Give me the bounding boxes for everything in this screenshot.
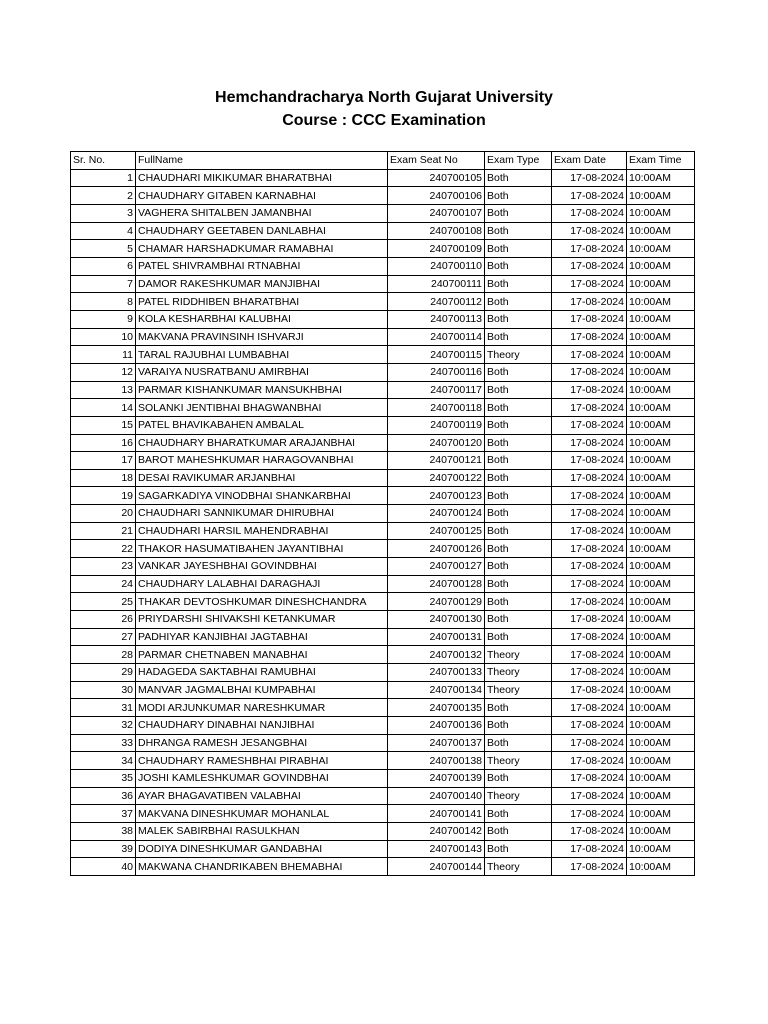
fullname-cell: PATEL RIDDHIBEN BHARATBHAI	[136, 293, 388, 311]
exam-date-cell: 17-08-2024	[552, 346, 627, 364]
sr-no-cell: 18	[71, 469, 136, 487]
column-header-fullname: FullName	[136, 152, 388, 170]
table-row	[71, 204, 695, 222]
exam-type-cell: Both	[485, 469, 552, 487]
exam-time-cell: 10:00AM	[627, 611, 695, 629]
sr-no-cell: 36	[71, 787, 136, 805]
exam-type-cell: Both	[485, 540, 552, 558]
exam-seat-no-cell: 240700139	[388, 769, 485, 787]
fullname-cell: CHAUDHARY GEETABEN DANLABHAI	[136, 222, 388, 240]
sr-no-cell: 12	[71, 363, 136, 381]
sr-no-cell: 19	[71, 487, 136, 505]
exam-time-cell: 10:00AM	[627, 416, 695, 434]
exam-type-cell: Theory	[485, 787, 552, 805]
exam-type-cell: Theory	[485, 346, 552, 364]
exam-type-cell: Both	[485, 434, 552, 452]
exam-date-cell: 17-08-2024	[552, 699, 627, 717]
exam-seat-no-cell: 240700135	[388, 699, 485, 717]
sr-no-cell: 11	[71, 346, 136, 364]
exam-type-cell: Theory	[485, 752, 552, 770]
exam-date-cell: 17-08-2024	[552, 416, 627, 434]
exam-time-cell: 10:00AM	[627, 257, 695, 275]
exam-date-cell: 17-08-2024	[552, 310, 627, 328]
exam-seat-no-cell: 240700120	[388, 434, 485, 452]
table-row	[71, 399, 695, 417]
exam-date-cell: 17-08-2024	[552, 487, 627, 505]
exam-type-cell: Both	[485, 822, 552, 840]
sr-no-cell: 31	[71, 699, 136, 717]
exam-date-cell: 17-08-2024	[552, 681, 627, 699]
sr-no-cell: 27	[71, 628, 136, 646]
exam-time-cell: 10:00AM	[627, 787, 695, 805]
fullname-cell: CHAUDHARY BHARATKUMAR ARAJANBHAI	[136, 434, 388, 452]
exam-date-cell: 17-08-2024	[552, 169, 627, 187]
exam-seat-no-cell: 240700118	[388, 399, 485, 417]
exam-time-cell: 10:00AM	[627, 522, 695, 540]
fullname-cell: CHAUDHARY RAMESHBHAI PIRABHAI	[136, 752, 388, 770]
exam-time-cell: 10:00AM	[627, 275, 695, 293]
table-row	[71, 275, 695, 293]
table-row	[71, 363, 695, 381]
exam-date-cell: 17-08-2024	[552, 558, 627, 576]
exam-date-cell: 17-08-2024	[552, 275, 627, 293]
exam-date-cell: 17-08-2024	[552, 222, 627, 240]
sr-no-cell: 6	[71, 257, 136, 275]
table-body	[71, 169, 695, 875]
exam-time-cell: 10:00AM	[627, 769, 695, 787]
exam-time-cell: 10:00AM	[627, 434, 695, 452]
table-row	[71, 505, 695, 523]
fullname-cell: MODI ARJUNKUMAR NARESHKUMAR	[136, 699, 388, 717]
fullname-cell: DHRANGA RAMESH JESANGBHAI	[136, 734, 388, 752]
exam-seat-no-cell: 240700125	[388, 522, 485, 540]
sr-no-cell: 38	[71, 822, 136, 840]
sr-no-cell: 21	[71, 522, 136, 540]
exam-seat-no-cell: 240700106	[388, 187, 485, 205]
table-row	[71, 646, 695, 664]
exam-type-cell: Both	[485, 310, 552, 328]
exam-type-cell: Both	[485, 628, 552, 646]
exam-date-cell: 17-08-2024	[552, 858, 627, 876]
sr-no-cell: 24	[71, 575, 136, 593]
fullname-cell: KOLA KESHARBHAI KALUBHAI	[136, 310, 388, 328]
exam-type-cell: Both	[485, 558, 552, 576]
exam-seat-no-cell: 240700134	[388, 681, 485, 699]
sr-no-cell: 23	[71, 558, 136, 576]
sr-no-cell: 26	[71, 611, 136, 629]
table-row	[71, 257, 695, 275]
fullname-cell: DESAI RAVIKUMAR ARJANBHAI	[136, 469, 388, 487]
table-row	[71, 681, 695, 699]
column-header-exam-seat-no: Exam Seat No	[388, 152, 485, 170]
exam-seat-no-cell: 240700127	[388, 558, 485, 576]
exam-type-cell: Both	[485, 416, 552, 434]
sr-no-cell: 25	[71, 593, 136, 611]
exam-type-cell: Both	[485, 187, 552, 205]
fullname-cell: CHAUDHARY LALABHAI DARAGHAJI	[136, 575, 388, 593]
sr-no-cell: 13	[71, 381, 136, 399]
sr-no-cell: 4	[71, 222, 136, 240]
exam-seat-no-cell: 240700144	[388, 858, 485, 876]
fullname-cell: CHAUDHARY GITABEN KARNABHAI	[136, 187, 388, 205]
exam-time-cell: 10:00AM	[627, 681, 695, 699]
exam-time-cell: 10:00AM	[627, 487, 695, 505]
table-row	[71, 611, 695, 629]
exam-date-cell: 17-08-2024	[552, 505, 627, 523]
exam-type-cell: Theory	[485, 858, 552, 876]
exam-seat-no-cell: 240700143	[388, 840, 485, 858]
table-row	[71, 293, 695, 311]
fullname-cell: MALEK SABIRBHAI RASULKHAN	[136, 822, 388, 840]
column-header-exam-date: Exam Date	[552, 152, 627, 170]
exam-seat-no-cell: 240700129	[388, 593, 485, 611]
sr-no-cell: 3	[71, 204, 136, 222]
exam-seat-no-cell: 240700117	[388, 381, 485, 399]
exam-seat-no-cell: 240700138	[388, 752, 485, 770]
table-row	[71, 717, 695, 735]
exam-date-cell: 17-08-2024	[552, 611, 627, 629]
table-row	[71, 328, 695, 346]
exam-date-cell: 17-08-2024	[552, 452, 627, 470]
sr-no-cell: 8	[71, 293, 136, 311]
fullname-cell: MAKVANA DINESHKUMAR MOHANLAL	[136, 805, 388, 823]
exam-schedule-table	[70, 151, 695, 876]
table-row	[71, 805, 695, 823]
exam-time-cell: 10:00AM	[627, 717, 695, 735]
exam-date-cell: 17-08-2024	[552, 434, 627, 452]
fullname-cell: CHAUDHARI MIKIKUMAR BHARATBHAI	[136, 169, 388, 187]
fullname-cell: VAGHERA SHITALBEN JAMANBHAI	[136, 204, 388, 222]
table-row	[71, 381, 695, 399]
exam-seat-no-cell: 240700116	[388, 363, 485, 381]
exam-time-cell: 10:00AM	[627, 310, 695, 328]
sr-no-cell: 1	[71, 169, 136, 187]
table-row	[71, 346, 695, 364]
exam-time-cell: 10:00AM	[627, 399, 695, 417]
exam-seat-no-cell: 240700121	[388, 452, 485, 470]
exam-seat-no-cell: 240700137	[388, 734, 485, 752]
exam-seat-no-cell: 240700123	[388, 487, 485, 505]
sr-no-cell: 37	[71, 805, 136, 823]
table-row	[71, 628, 695, 646]
table-row	[71, 752, 695, 770]
sr-no-cell: 20	[71, 505, 136, 523]
fullname-cell: BAROT MAHESHKUMAR HARAGOVANBHAI	[136, 452, 388, 470]
sr-no-cell: 39	[71, 840, 136, 858]
sr-no-cell: 16	[71, 434, 136, 452]
fullname-cell: PARMAR KISHANKUMAR MANSUKHBHAI	[136, 381, 388, 399]
exam-type-cell: Both	[485, 222, 552, 240]
table-row	[71, 169, 695, 187]
exam-date-cell: 17-08-2024	[552, 717, 627, 735]
table-row	[71, 452, 695, 470]
exam-type-cell: Both	[485, 840, 552, 858]
exam-type-cell: Both	[485, 717, 552, 735]
exam-time-cell: 10:00AM	[627, 558, 695, 576]
table-row	[71, 434, 695, 452]
exam-seat-no-cell: 240700140	[388, 787, 485, 805]
exam-time-cell: 10:00AM	[627, 575, 695, 593]
fullname-cell: VARAIYA NUSRATBANU AMIRBHAI	[136, 363, 388, 381]
exam-time-cell: 10:00AM	[627, 187, 695, 205]
table-row	[71, 787, 695, 805]
table-row	[71, 487, 695, 505]
table-row	[71, 522, 695, 540]
exam-type-cell: Both	[485, 734, 552, 752]
exam-seat-no-cell: 240700133	[388, 664, 485, 682]
table-header-row	[71, 152, 695, 170]
exam-date-cell: 17-08-2024	[552, 187, 627, 205]
exam-type-cell: Both	[485, 293, 552, 311]
exam-type-cell: Both	[485, 611, 552, 629]
exam-seat-no-cell: 240700128	[388, 575, 485, 593]
page-title: Hemchandracharya North Gujarat University	[215, 89, 553, 106]
exam-date-cell: 17-08-2024	[552, 257, 627, 275]
exam-date-cell: 17-08-2024	[552, 664, 627, 682]
exam-seat-no-cell: 240700119	[388, 416, 485, 434]
exam-type-cell: Both	[485, 257, 552, 275]
exam-type-cell: Both	[485, 522, 552, 540]
exam-type-cell: Theory	[485, 664, 552, 682]
table-row	[71, 664, 695, 682]
sr-no-cell: 5	[71, 240, 136, 258]
exam-time-cell: 10:00AM	[627, 699, 695, 717]
exam-type-cell: Both	[485, 805, 552, 823]
exam-date-cell: 17-08-2024	[552, 240, 627, 258]
table-row	[71, 240, 695, 258]
sr-no-cell: 22	[71, 540, 136, 558]
exam-date-cell: 17-08-2024	[552, 628, 627, 646]
exam-type-cell: Both	[485, 275, 552, 293]
exam-date-cell: 17-08-2024	[552, 469, 627, 487]
table-row	[71, 840, 695, 858]
exam-time-cell: 10:00AM	[627, 840, 695, 858]
exam-type-cell: Both	[485, 593, 552, 611]
exam-type-cell: Both	[485, 769, 552, 787]
exam-seat-no-cell: 240700142	[388, 822, 485, 840]
exam-date-cell: 17-08-2024	[552, 204, 627, 222]
sr-no-cell: 9	[71, 310, 136, 328]
exam-seat-no-cell: 240700105	[388, 169, 485, 187]
exam-type-cell: Both	[485, 328, 552, 346]
sr-no-cell: 28	[71, 646, 136, 664]
exam-time-cell: 10:00AM	[627, 204, 695, 222]
exam-date-cell: 17-08-2024	[552, 734, 627, 752]
exam-type-cell: Both	[485, 399, 552, 417]
sr-no-cell: 17	[71, 452, 136, 470]
exam-time-cell: 10:00AM	[627, 734, 695, 752]
exam-seat-no-cell: 240700115	[388, 346, 485, 364]
exam-time-cell: 10:00AM	[627, 822, 695, 840]
exam-seat-no-cell: 240700114	[388, 328, 485, 346]
fullname-cell: THAKAR DEVTOSHKUMAR DINESHCHANDRA	[136, 593, 388, 611]
exam-time-cell: 10:00AM	[627, 664, 695, 682]
exam-time-cell: 10:00AM	[627, 293, 695, 311]
fullname-cell: MANVAR JAGMALBHAI KUMPABHAI	[136, 681, 388, 699]
exam-time-cell: 10:00AM	[627, 346, 695, 364]
table-row	[71, 310, 695, 328]
fullname-cell: DAMOR RAKESHKUMAR MANJIBHAI	[136, 275, 388, 293]
exam-date-cell: 17-08-2024	[552, 646, 627, 664]
table-row	[71, 222, 695, 240]
fullname-cell: TARAL RAJUBHAI LUMBABHAI	[136, 346, 388, 364]
exam-type-cell: Both	[485, 240, 552, 258]
sr-no-cell: 10	[71, 328, 136, 346]
table-row	[71, 822, 695, 840]
exam-seat-no-cell: 240700124	[388, 505, 485, 523]
table-row	[71, 699, 695, 717]
exam-date-cell: 17-08-2024	[552, 363, 627, 381]
sr-no-cell: 34	[71, 752, 136, 770]
exam-time-cell: 10:00AM	[627, 505, 695, 523]
exam-date-cell: 17-08-2024	[552, 805, 627, 823]
exam-type-cell: Theory	[485, 646, 552, 664]
exam-date-cell: 17-08-2024	[552, 840, 627, 858]
fullname-cell: MAKVANA PRAVINSINH ISHVARJI	[136, 328, 388, 346]
exam-date-cell: 17-08-2024	[552, 328, 627, 346]
exam-type-cell: Both	[485, 169, 552, 187]
fullname-cell: PARMAR CHETNABEN MANABHAI	[136, 646, 388, 664]
exam-time-cell: 10:00AM	[627, 646, 695, 664]
exam-seat-no-cell: 240700109	[388, 240, 485, 258]
exam-time-cell: 10:00AM	[627, 169, 695, 187]
table-row	[71, 187, 695, 205]
fullname-cell: JOSHI KAMLESHKUMAR GOVINDBHAI	[136, 769, 388, 787]
fullname-cell: THAKOR HASUMATIBAHEN JAYANTIBHAI	[136, 540, 388, 558]
exam-date-cell: 17-08-2024	[552, 540, 627, 558]
fullname-cell: PATEL SHIVRAMBHAI RTNABHAI	[136, 257, 388, 275]
sr-no-cell: 40	[71, 858, 136, 876]
exam-time-cell: 10:00AM	[627, 328, 695, 346]
table-row	[71, 734, 695, 752]
sr-no-cell: 14	[71, 399, 136, 417]
exam-seat-no-cell: 240700113	[388, 310, 485, 328]
exam-type-cell: Both	[485, 363, 552, 381]
exam-type-cell: Theory	[485, 681, 552, 699]
exam-type-cell: Both	[485, 487, 552, 505]
fullname-cell: PATEL BHAVIKABAHEN AMBALAL	[136, 416, 388, 434]
exam-type-cell: Both	[485, 452, 552, 470]
fullname-cell: CHAUDHARI HARSIL MAHENDRABHAI	[136, 522, 388, 540]
table-row	[71, 575, 695, 593]
exam-time-cell: 10:00AM	[627, 452, 695, 470]
exam-date-cell: 17-08-2024	[552, 399, 627, 417]
fullname-cell: VANKAR JAYESHBHAI GOVINDBHAI	[136, 558, 388, 576]
exam-date-cell: 17-08-2024	[552, 822, 627, 840]
exam-seat-no-cell: 240700136	[388, 717, 485, 735]
fullname-cell: SAGARKADIYA VINODBHAI SHANKARBHAI	[136, 487, 388, 505]
column-header-sr-no: Sr. No.	[71, 152, 136, 170]
exam-time-cell: 10:00AM	[627, 752, 695, 770]
table-row	[71, 416, 695, 434]
sr-no-cell: 35	[71, 769, 136, 787]
exam-date-cell: 17-08-2024	[552, 593, 627, 611]
exam-seat-no-cell: 240700131	[388, 628, 485, 646]
column-header-exam-type: Exam Type	[485, 152, 552, 170]
table-row	[71, 769, 695, 787]
exam-time-cell: 10:00AM	[627, 222, 695, 240]
fullname-cell: CHAMAR HARSHADKUMAR RAMABHAI	[136, 240, 388, 258]
fullname-cell: HADAGEDA SAKTABHAI RAMUBHAI	[136, 664, 388, 682]
column-header-exam-time: Exam Time	[627, 152, 695, 170]
sr-no-cell: 2	[71, 187, 136, 205]
exam-seat-no-cell: 240700111	[388, 275, 485, 293]
exam-date-cell: 17-08-2024	[552, 787, 627, 805]
fullname-cell: CHAUDHARY DINABHAI NANJIBHAI	[136, 717, 388, 735]
exam-time-cell: 10:00AM	[627, 363, 695, 381]
exam-seat-no-cell: 240700130	[388, 611, 485, 629]
exam-date-cell: 17-08-2024	[552, 522, 627, 540]
fullname-cell: SOLANKI JENTIBHAI BHAGWANBHAI	[136, 399, 388, 417]
fullname-cell: PADHIYAR KANJIBHAI JAGTABHAI	[136, 628, 388, 646]
exam-date-cell: 17-08-2024	[552, 381, 627, 399]
exam-seat-no-cell: 240700141	[388, 805, 485, 823]
exam-time-cell: 10:00AM	[627, 628, 695, 646]
fullname-cell: PRIYDARSHI SHIVAKSHI KETANKUMAR	[136, 611, 388, 629]
table-row	[71, 469, 695, 487]
exam-time-cell: 10:00AM	[627, 469, 695, 487]
exam-time-cell: 10:00AM	[627, 805, 695, 823]
table-row	[71, 858, 695, 876]
exam-seat-no-cell: 240700122	[388, 469, 485, 487]
exam-seat-no-cell: 240700126	[388, 540, 485, 558]
table-row	[71, 593, 695, 611]
exam-seat-no-cell: 240700107	[388, 204, 485, 222]
exam-seat-no-cell: 240700112	[388, 293, 485, 311]
exam-time-cell: 10:00AM	[627, 858, 695, 876]
exam-type-cell: Both	[485, 505, 552, 523]
table-row	[71, 540, 695, 558]
sr-no-cell: 30	[71, 681, 136, 699]
sr-no-cell: 15	[71, 416, 136, 434]
exam-type-cell: Both	[485, 381, 552, 399]
sr-no-cell: 33	[71, 734, 136, 752]
fullname-cell: MAKWANA CHANDRIKABEN BHEMABHAI	[136, 858, 388, 876]
exam-date-cell: 17-08-2024	[552, 575, 627, 593]
sr-no-cell: 32	[71, 717, 136, 735]
table-row	[71, 558, 695, 576]
fullname-cell: AYAR BHAGAVATIBEN VALABHAI	[136, 787, 388, 805]
fullname-cell: CHAUDHARI SANNIKUMAR DHIRUBHAI	[136, 505, 388, 523]
exam-type-cell: Both	[485, 575, 552, 593]
exam-type-cell: Both	[485, 204, 552, 222]
page-subtitle: Course : CCC Examination	[282, 112, 486, 129]
exam-seat-no-cell: 240700108	[388, 222, 485, 240]
exam-type-cell: Both	[485, 699, 552, 717]
exam-seat-no-cell: 240700110	[388, 257, 485, 275]
exam-time-cell: 10:00AM	[627, 381, 695, 399]
exam-seat-no-cell: 240700132	[388, 646, 485, 664]
exam-time-cell: 10:00AM	[627, 540, 695, 558]
sr-no-cell: 29	[71, 664, 136, 682]
fullname-cell: DODIYA DINESHKUMAR GANDABHAI	[136, 840, 388, 858]
exam-time-cell: 10:00AM	[627, 240, 695, 258]
exam-date-cell: 17-08-2024	[552, 752, 627, 770]
exam-date-cell: 17-08-2024	[552, 293, 627, 311]
sr-no-cell: 7	[71, 275, 136, 293]
exam-date-cell: 17-08-2024	[552, 769, 627, 787]
exam-time-cell: 10:00AM	[627, 593, 695, 611]
